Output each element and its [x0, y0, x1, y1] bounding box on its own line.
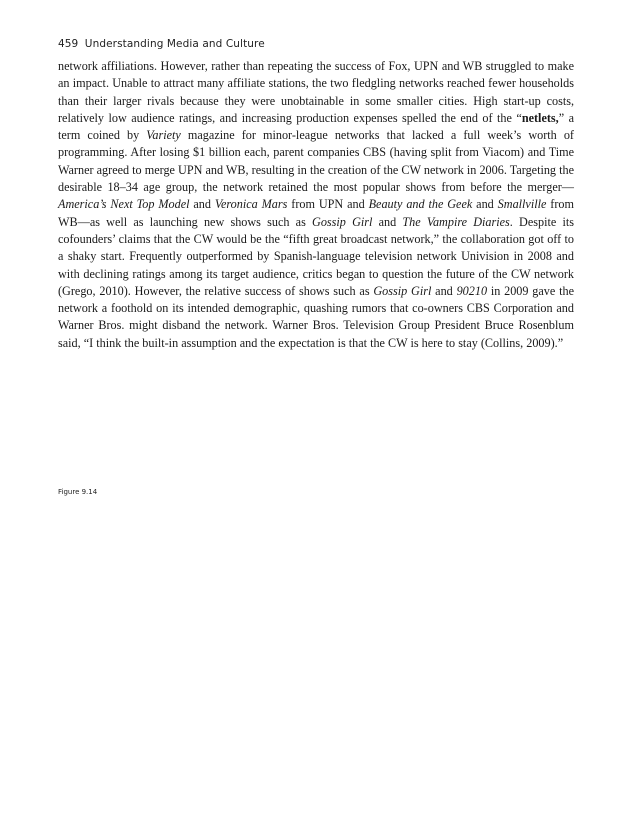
italic-title: Smallville — [497, 197, 547, 212]
italic-title: Veronica Mars — [214, 197, 288, 212]
book-title: Understanding Media and Culture — [84, 38, 265, 50]
text-run: ” a term coined by — [58, 110, 574, 143]
page-number: 459 — [58, 38, 79, 50]
text-run: . Despite its cofounders’ claims that the CW would be the “fifth great broadcast network,” the collaboration got off to a shaky start. Frequently outperformed by Spanish-language television network Univision in 2008 and with declining ratings among its target audience, critics began to question the future of the CW network (Grego, 2010). However, the relative success of shows such as — [58, 214, 574, 298]
text-run: from WB—as well as launching new shows such as — [58, 197, 574, 229]
text-run: magazine for minor-league networks that lacked a full week’s worth of programming. After losing $1 billion each, parent companies CBS (having split from Viacom) and Time Warner agreed to merge UPN and WB, resulting in the creation of the CW network in 2006. Targeting the desirable 18–34 age group, the network retained the most popular shows from before the merger— — [58, 128, 574, 195]
page-header — [58, 38, 265, 50]
text-run: network affiliations. However, rather than repeating the success of Fox, UPN and WB struggled to make an impact. Unable to attract many affiliate stations, the two fledgling networks reached fewer households than their larger rivals because they were unobtainable in some smaller cities. High start-up costs, relatively low audience ratings, and increasing production expenses spelled the end of the “ — [58, 59, 574, 125]
italic-title: Gossip Girl — [312, 214, 373, 229]
text-run: and — [472, 197, 498, 212]
text-run: and — [431, 283, 457, 298]
text-run: from UPN and — [287, 197, 369, 212]
text-run: in 2009 gave the network a foothold on its intended demographic, quashing rumors that co-owners CBS Corporation and Warner Bros. might disband the network. Warner Bros. Television Group President Bruce Rosenblum said, “I think the built-in assumption and the expectation is that the CW is here to stay (Collins, 2009).” — [58, 283, 574, 350]
italic-title: 90210 — [456, 283, 488, 298]
figure-caption: Figure 9.14 — [58, 488, 98, 496]
italic-title: Beauty and the Geek — [368, 197, 473, 212]
italic-title: America’s Next Top Model — [58, 197, 190, 212]
body-paragraph — [58, 58, 574, 352]
italic-title: The Vampire Diaries — [402, 214, 510, 229]
key-term-netlets[interactable]: netlets, — [521, 110, 559, 125]
text-run: and — [189, 197, 215, 212]
italic-title: Variety — [146, 128, 181, 143]
italic-title: Gossip Girl — [373, 283, 432, 298]
text-run: and — [372, 214, 403, 229]
